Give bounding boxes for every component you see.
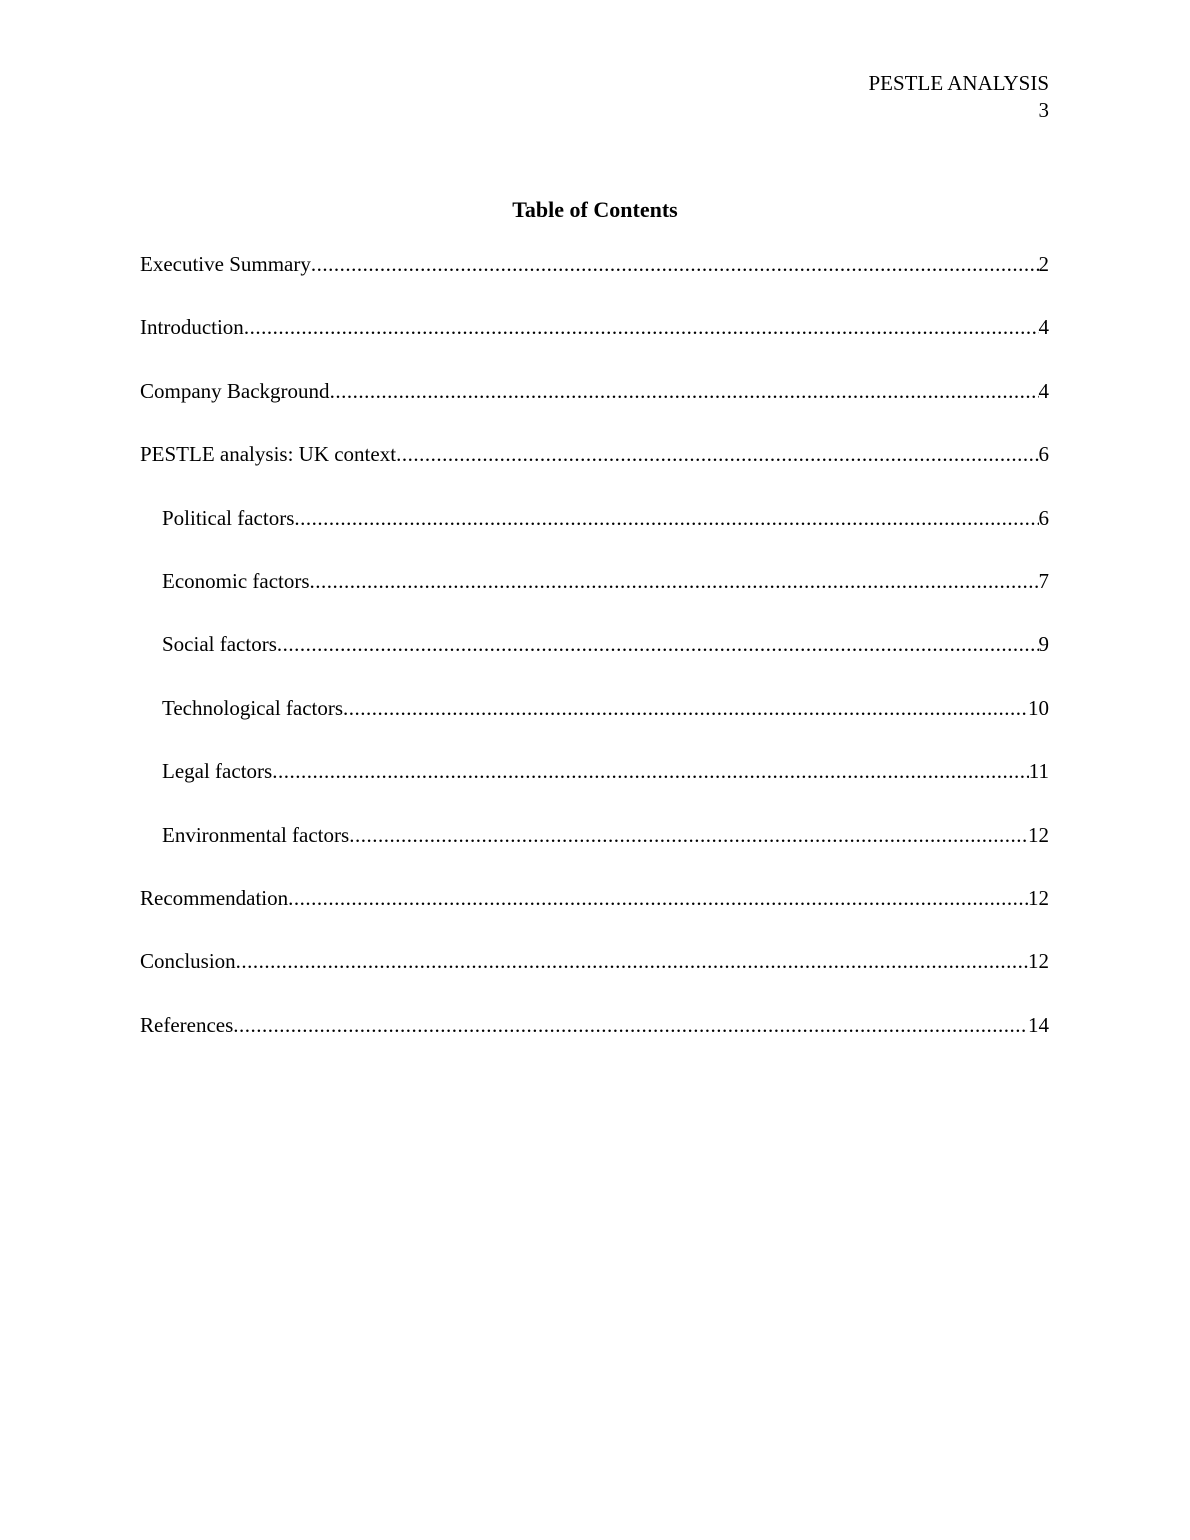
- toc-dot-leader: [343, 693, 1028, 723]
- toc-entry-page: 2: [1038, 252, 1049, 276]
- toc-entry-label: Company Background: [140, 378, 330, 403]
- toc-dot-leader: [272, 756, 1029, 786]
- toc-entry-legal-factors[interactable]: [140, 756, 1049, 819]
- toc-dot-leader: [311, 249, 1039, 279]
- toc-entry-page: 11: [1028, 759, 1049, 784]
- toc-dot-leader: [310, 566, 1039, 596]
- toc-entry-label: References: [140, 1012, 234, 1037]
- toc-entry-recommendation[interactable]: [140, 883, 1049, 946]
- toc-dot-leader: [288, 883, 1028, 913]
- toc-entry-page: 12: [1028, 949, 1049, 974]
- toc-entry-label: PESTLE analysis: UK context: [140, 442, 397, 467]
- toc-entry-pestle-analysis[interactable]: [140, 439, 1049, 502]
- toc-entry-page: 6: [1038, 505, 1049, 530]
- toc-dot-leader: [349, 820, 1028, 850]
- toc-entry-label: Introduction: [140, 315, 244, 340]
- toc-entry-technological-factors[interactable]: [140, 693, 1049, 756]
- toc-entry-label: Conclusion: [140, 949, 236, 974]
- toc-entry-label: Environmental factors: [162, 822, 350, 847]
- toc-entry-political-factors[interactable]: [140, 503, 1049, 566]
- toc-entry-page: 7: [1038, 568, 1049, 593]
- toc-title: Table of Contents: [512, 197, 678, 222]
- toc-entry-label: Economic factors: [162, 568, 310, 593]
- toc-entry-label: Executive Summary: [140, 252, 311, 276]
- toc-dot-leader: [330, 376, 1039, 406]
- toc-entry-page: 4: [1038, 315, 1049, 340]
- toc-dot-leader: [244, 312, 1039, 342]
- toc-entry-page: 14: [1028, 1012, 1049, 1037]
- page-number: 3: [1038, 98, 1049, 122]
- running-title: PESTLE ANALYSIS: [868, 71, 1049, 95]
- toc-dot-leader: [294, 503, 1038, 533]
- toc-entry-page: 10: [1028, 695, 1049, 720]
- toc-entry-page: 6: [1038, 442, 1049, 467]
- toc-entry-company-background[interactable]: [140, 376, 1049, 439]
- toc-entry-label: Political factors: [162, 505, 295, 530]
- toc-entry-page: 4: [1038, 378, 1049, 403]
- toc-entry-page: 12: [1028, 822, 1049, 847]
- toc-dot-leader: [277, 629, 1039, 659]
- toc-entry-page: 12: [1028, 885, 1049, 910]
- table-of-contents: [140, 249, 1049, 1073]
- toc-entry-label: Legal factors: [162, 759, 273, 784]
- toc-entry-introduction[interactable]: [140, 312, 1049, 375]
- toc-entry-label: Social factors: [162, 632, 277, 657]
- toc-entry-page: 9: [1038, 632, 1049, 657]
- running-header: [869, 70, 1050, 124]
- toc-entry-social-factors[interactable]: [140, 629, 1049, 692]
- toc-entry-environmental-factors[interactable]: [140, 820, 1049, 883]
- toc-dot-leader: [233, 1010, 1028, 1040]
- toc-entry-references[interactable]: [140, 1010, 1049, 1073]
- toc-entry-conclusion[interactable]: [140, 946, 1049, 1009]
- toc-entry-label: Technological factors: [162, 695, 344, 720]
- toc-entry-economic-factors[interactable]: [140, 566, 1049, 629]
- toc-dot-leader: [396, 439, 1038, 469]
- toc-entry-executive-summary[interactable]: [140, 249, 1049, 312]
- toc-entry-label: Recommendation: [140, 885, 289, 910]
- toc-dot-leader: [236, 946, 1028, 976]
